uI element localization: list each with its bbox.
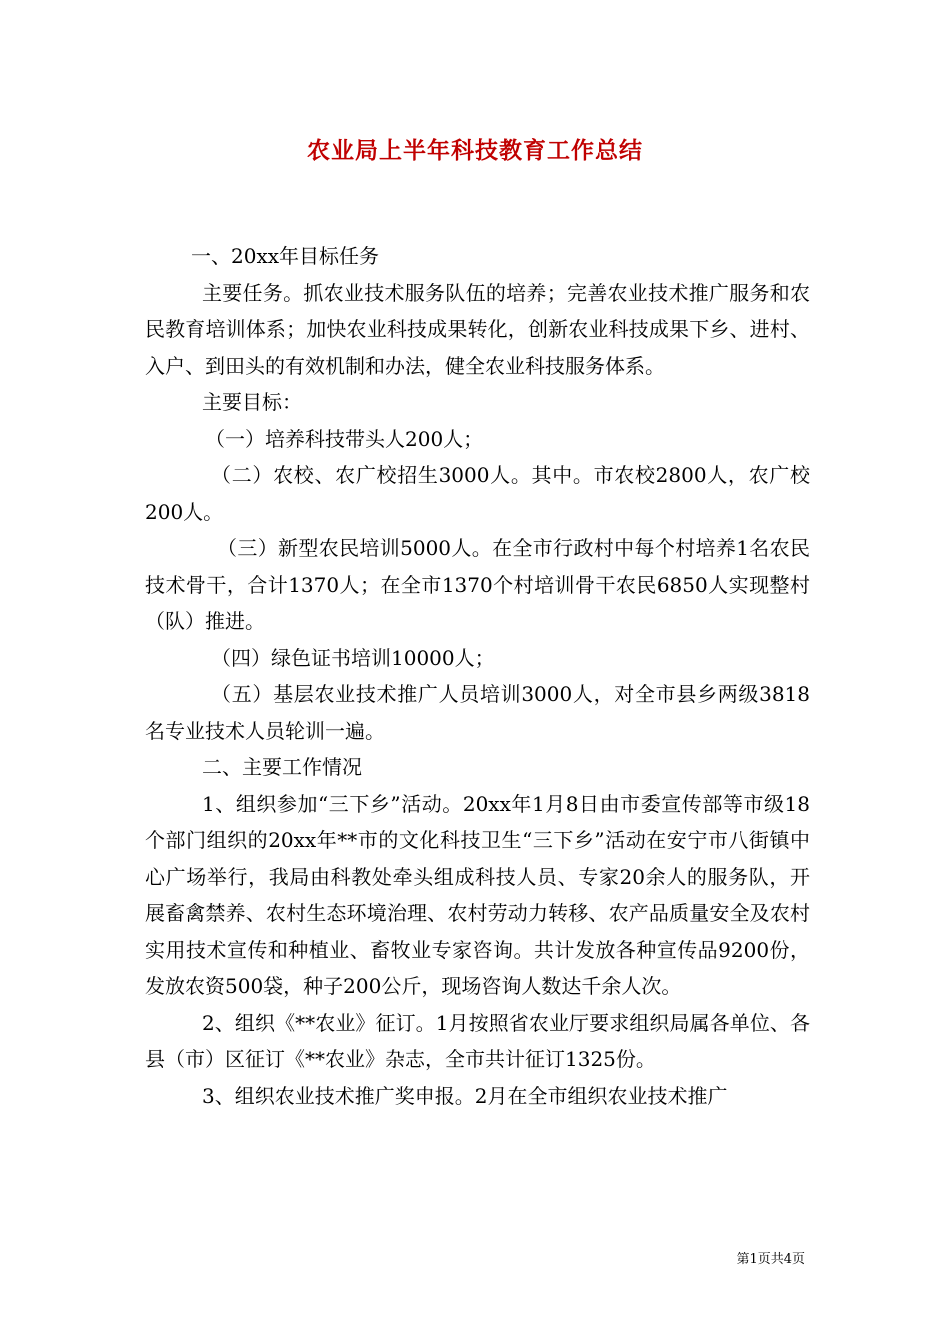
paragraph-work-1: 1、组织参加“三下乡”活动。20xx年1月8日由市委宣传部等市级18个部门组织的20xx年**市的文化科技卫生“三下乡”活动在安宁市八街镇中心广场举行，我局由科教处牵头组成科技人员、专家20余人的服务队，开展畜禽禁养、农村生态环境治理、农村劳动力转移、农产品质量安全及农村实用技术宣传和种植业、畜牧业专家咨询。共计发放各种宣传品9200份，发放农资500袋，种子200公斤，现场咨询人数达千余人次。 xyxy=(145,791,810,998)
paragraph-goal-5: （五）基层农业技术推广人员培训3000人，对全市县乡两级3818名专业技术人员轮训一遍。 xyxy=(145,682,810,743)
page-footer: 第1页共4页 xyxy=(736,1252,805,1267)
paragraph-main-goals-label: 主要目标： xyxy=(202,390,302,414)
paragraph-goal-2: （二）农校、农广校招生3000人。其中。市农校2800人，农广校200人。 xyxy=(145,463,810,524)
document-body xyxy=(145,238,810,1114)
paragraph-main-tasks: 主要任务。抓农业技术服务队伍的培养；完善农业技术推广服务和农民教育培训体系；加快农业科技成果转化，创新农业科技成果下乡、进村、入户、到田头的有效机制和办法，健全农业科技服务体系。 xyxy=(145,280,810,378)
paragraph-goal-1: （一）培养科技带头人200人； xyxy=(205,426,484,451)
paragraph-work-2: 2、组织《**农业》征订。1月按照省农业厅要求组织局属各单位、各县（市）区征订《**农业》杂志，全市共计征订1325份。 xyxy=(145,1010,810,1071)
paragraph-work-3: 3、组织农业技术推广奖申报。2月在全市组织农业技术推广 xyxy=(202,1083,728,1108)
paragraph-goal-4: （四）绿色证书培训10000人； xyxy=(211,645,495,670)
page-title: 农业局上半年科技教育工作总结 xyxy=(307,137,643,164)
section-heading-work: 二、主要工作情况 xyxy=(202,755,362,779)
paragraph-goal-3: （三）新型农民培训5000人。在全市行政村中每个村培养1名农民技术骨干，合计1370人；在全市1370个村培训骨干农民6850人实现整村（队）推进。 xyxy=(145,536,810,633)
section-heading-goals: 一、20xx年目标任务 xyxy=(191,244,380,268)
